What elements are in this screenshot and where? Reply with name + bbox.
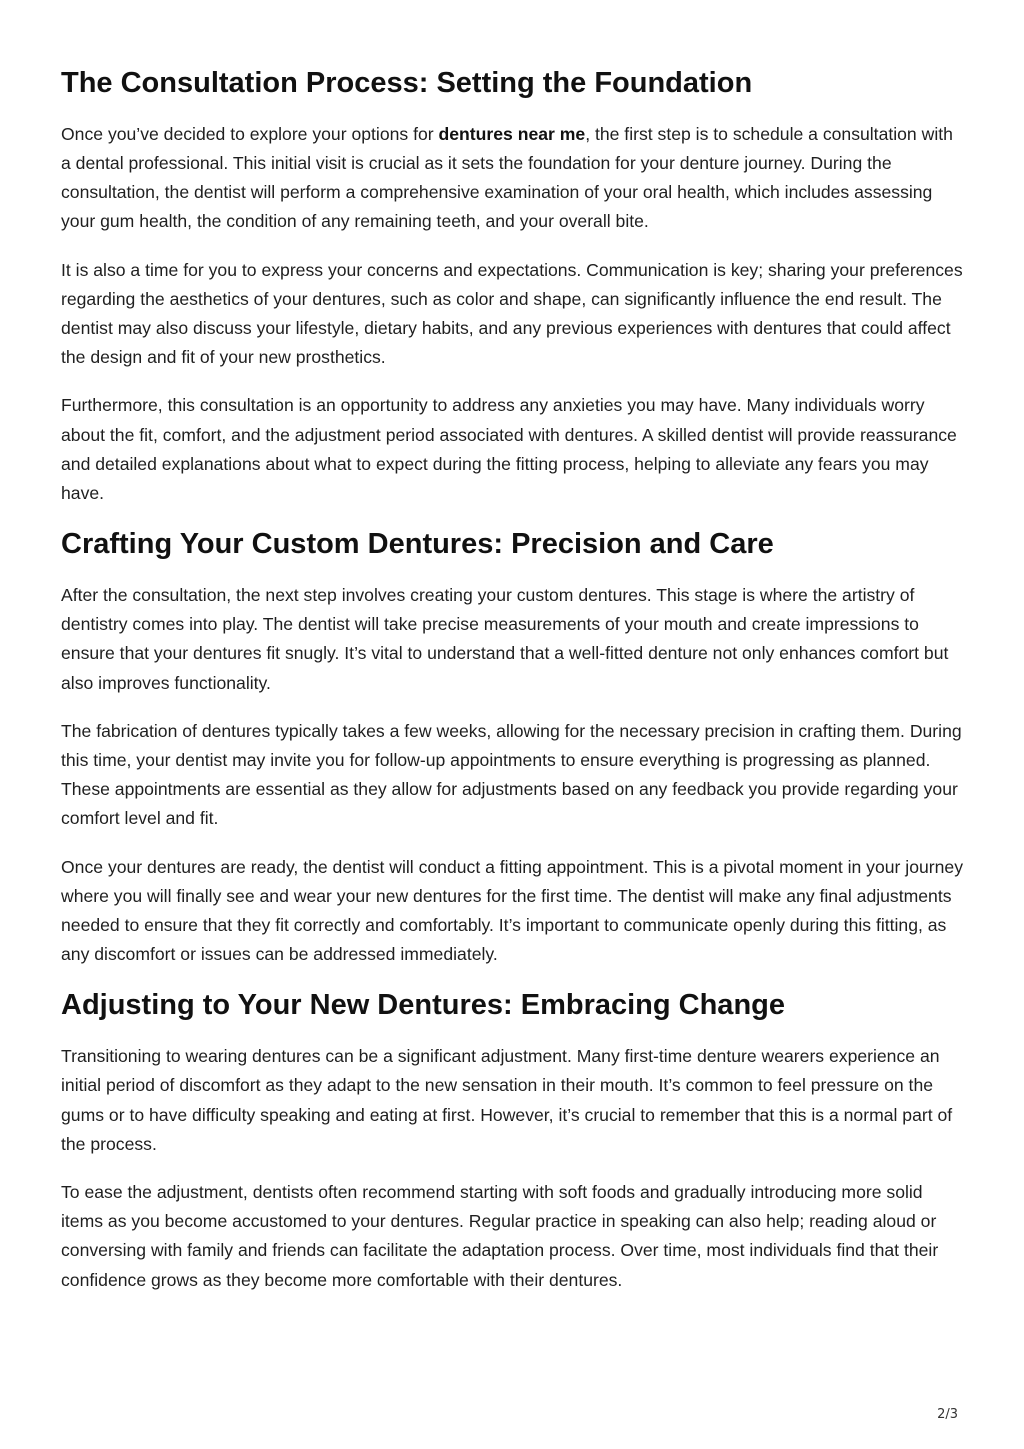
paragraph: Furthermore, this consultation is an opportunity to address any anxieties you may have. Many individuals worry about the fit, comfort, and the adjustment period associated with dentures. A skilled dentist will provide reassurance and detailed explanations about what to expect during the fitting process, helping to alleviate any fears you may have. xyxy=(61,395,957,504)
paragraph: Transitioning to wearing dentures can be a significant adjustment. Many first-time denture wearers experience an initial period of discomfort as they adapt to the new sensation in their mouth. It’s common to feel pressure on the gums or to have difficulty speaking and eating at first. However, it’s crucial to remember that this is a normal part of the process. xyxy=(61,1046,953,1154)
paragraph-text: Once you’ve decided to explore your options for xyxy=(61,123,439,144)
document-page xyxy=(61,66,966,1295)
paragraph: The fabrication of dentures typically takes a few weeks, allowing for the necessary precision in crafting them. During this time, your dentist may invite you for follow-up appointments to ensure everything is progressing as planned. These appointments are essential as they allow for adjustments based on any feedback you provide regarding your comfort level and fit. xyxy=(61,720,962,829)
paragraph: It is also a time for you to express your concerns and expectations. Communication is key; sharing your preferences regarding the aesthetics of your dentures, such as color and shape, can significantly influence the end result. The dentist may also discuss your lifestyle, dietary habits, and any previous experiences with dentures that could affect the design and fit of your new prosthetics. xyxy=(61,259,963,368)
section-consultation xyxy=(61,66,966,508)
paragraph: After the consultation, the next step involves creating your custom dentures. This stage is where the artistry of dentistry comes into play. The dentist will take precise measurements of your mouth and create impressions to ensure that your dentures fit snugly. It’s vital to understand that a well-fitted denture not only enhances comfort but also improves functionality. xyxy=(61,585,949,693)
page-number: 2/3 xyxy=(937,1407,958,1422)
paragraph: Once your dentures are ready, the dentist will conduct a fitting appointment. This is a pivotal moment in your journey where you will finally see and wear your new dentures for the first time. The dentist will make any final adjustments needed to ensure that they fit correctly and comfortably. It’s important to communicate openly during this fitting, as any discomfort or issues can be addressed immediately. xyxy=(61,856,963,965)
bold-keyword: dentures near me xyxy=(438,123,586,144)
section-heading: Crafting Your Custom Dentures: Precision and Care xyxy=(61,528,774,561)
section-crafting xyxy=(61,527,966,969)
paragraph-text: , the first step is to schedule a consultation with a dental professional. This initial visit is crucial as it sets the foundation for your denture journey. During the consultation, the dentist will perform a comprehensive examination of your oral health, which includes assessing your gum health, the condition of any remaining teeth, and your overall bite. xyxy=(61,123,953,232)
section-heading: Adjusting to Your New Dentures: Embracing Change xyxy=(61,989,785,1022)
paragraph: To ease the adjustment, dentists often recommend starting with soft foods and gradually introducing more solid items as you become accustomed to your dentures. Regular practice in speaking can also help; reading aloud or conversing with family and friends can facilitate the adaptation process. Over time, most individuals find that their confidence grows as they become more comfortable with their dentures. xyxy=(61,1182,939,1290)
section-adjusting xyxy=(61,988,966,1294)
paragraph xyxy=(61,120,966,237)
section-heading: The Consultation Process: Setting the Foundation xyxy=(61,67,753,99)
